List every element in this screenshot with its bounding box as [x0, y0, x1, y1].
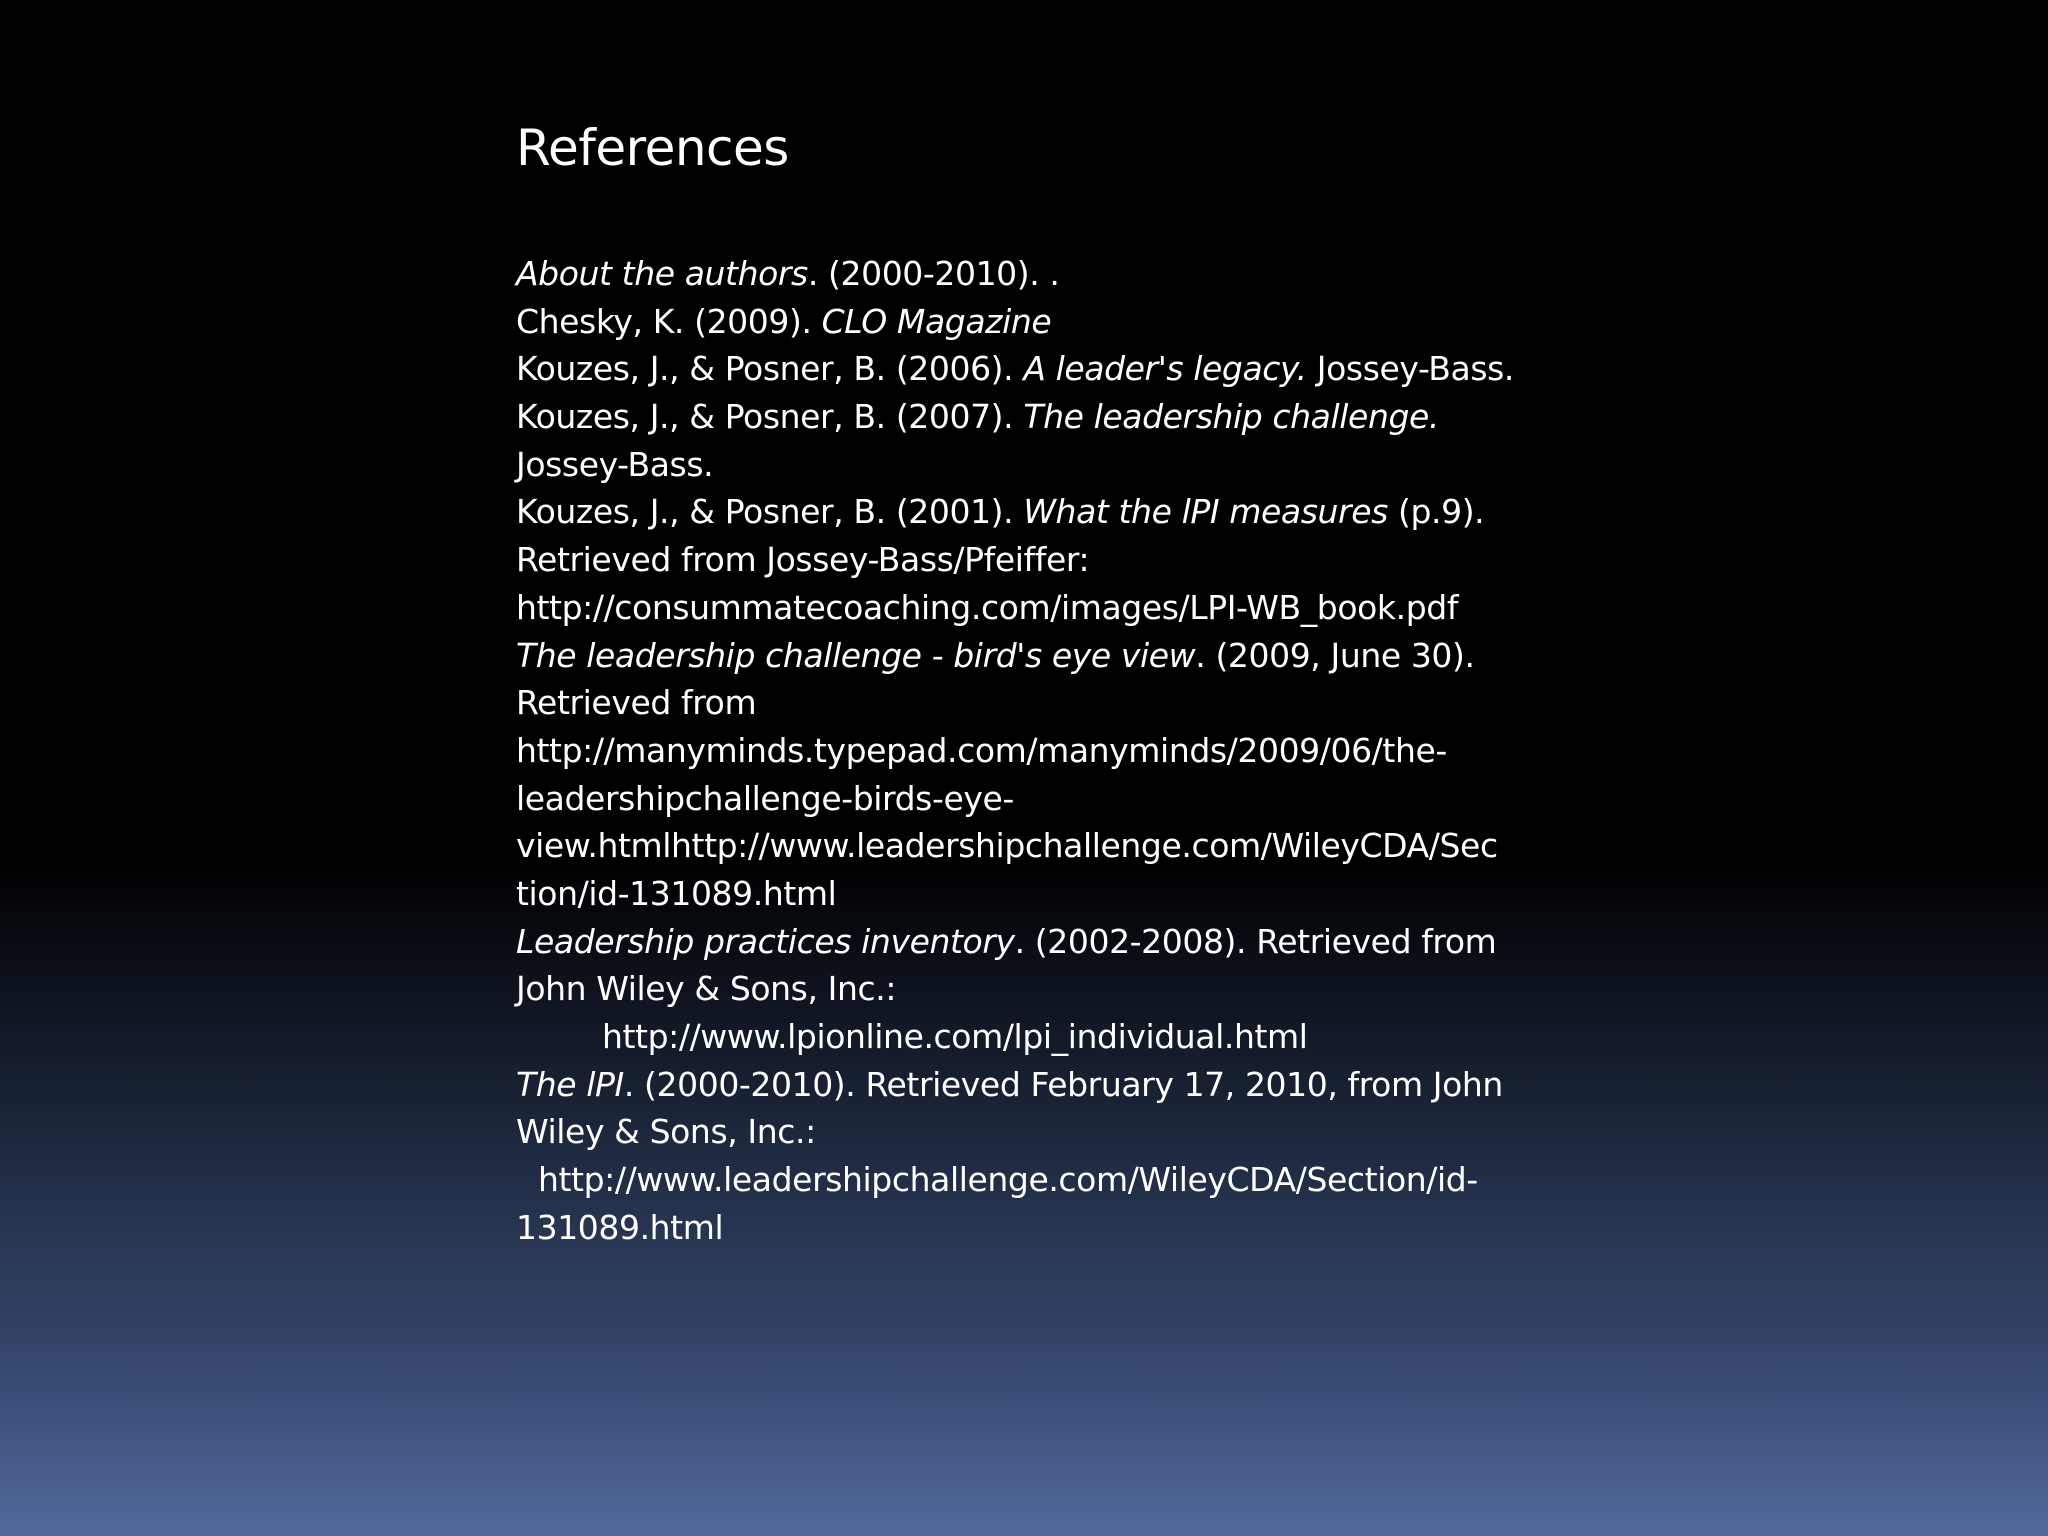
- reference-text: http://manyminds.typepad.com/manyminds/2009/06/the-: [516, 730, 1447, 770]
- reference-text: Wiley & Sons, Inc.:: [516, 1112, 816, 1152]
- reference-text: Kouzes, J., & Posner, B. (2001).: [516, 492, 1024, 532]
- reference-url: [516, 1156, 1546, 1204]
- reference-text: Kouzes, J., & Posner, B. (2007).: [516, 397, 1024, 437]
- reference-line: [516, 1108, 1546, 1156]
- reference-text: Retrieved from Jossey-Bass/Pfeiffer:: [516, 540, 1090, 580]
- reference-italic: The leadership challenge.: [1023, 397, 1439, 437]
- reference-text: Retrieved from: [516, 683, 757, 723]
- reference-italic: Leadership practices inventory: [516, 921, 1015, 961]
- reference-line: [516, 965, 1546, 1013]
- reference-url: [516, 870, 1546, 918]
- reference-text: tion/id-131089.html: [516, 873, 837, 913]
- reference-italic: A leader's legacy.: [1023, 349, 1307, 389]
- reference-url: [516, 822, 1546, 870]
- reference-text: . (2000-2010). Retrieved February 17, 2010, from John: [623, 1064, 1503, 1104]
- reference-text: 131089.html: [516, 1207, 724, 1247]
- reference-line: [516, 441, 1546, 489]
- reference-text: http://consummatecoaching.com/images/LPI-WB_book.pdf: [516, 587, 1459, 627]
- reference-text: . (2009, June 30).: [1195, 635, 1475, 675]
- reference-line: [516, 632, 1546, 680]
- reference-line: [516, 345, 1546, 393]
- reference-text: (p.9).: [1387, 492, 1485, 532]
- reference-line: [516, 918, 1546, 966]
- reference-url: [516, 584, 1546, 632]
- reference-text: http://www.leadershipchallenge.com/WileyCDA/Section/id-: [538, 1160, 1478, 1200]
- reference-line: [516, 1061, 1546, 1109]
- reference-text: John Wiley & Sons, Inc.:: [516, 969, 897, 1009]
- reference-text: view.htmlhttp://www.leadershipchallenge.com/WileyCDA/Sec: [516, 826, 1498, 866]
- reference-line: [516, 393, 1546, 441]
- reference-url: [516, 727, 1546, 775]
- reference-text: Kouzes, J., & Posner, B. (2006).: [516, 349, 1024, 389]
- reference-italic: The leadership challenge - bird's eye view: [516, 635, 1196, 675]
- reference-italic: CLO Magazine: [821, 301, 1052, 341]
- reference-line: [516, 298, 1546, 346]
- reference-line: [516, 679, 1546, 727]
- reference-line: [516, 488, 1546, 536]
- reference-text: Jossey-Bass.: [516, 444, 714, 484]
- reference-url: [516, 1013, 1546, 1061]
- reference-text: http://www.lpionline.com/lpi_individual.html: [602, 1017, 1308, 1056]
- reference-line: [516, 250, 1546, 298]
- reference-text: Jossey-Bass.: [1306, 349, 1515, 389]
- reference-text: leadershipchallenge-birds-eye-: [516, 778, 1014, 818]
- reference-url: [516, 775, 1546, 823]
- reference-italic: About the authors: [516, 254, 808, 293]
- reference-text: . (2000-2010). .: [807, 254, 1060, 293]
- reference-italic: The lPI: [516, 1064, 624, 1104]
- reference-text: Chesky, K. (2009).: [516, 301, 822, 341]
- reference-line: [516, 536, 1546, 584]
- reference-italic: What the lPI measures: [1023, 492, 1388, 532]
- reference-url: [516, 1204, 1546, 1252]
- slide-title: References: [516, 119, 789, 177]
- reference-text: . (2002-2008). Retrieved from: [1014, 921, 1497, 961]
- references-list: [516, 250, 1546, 1251]
